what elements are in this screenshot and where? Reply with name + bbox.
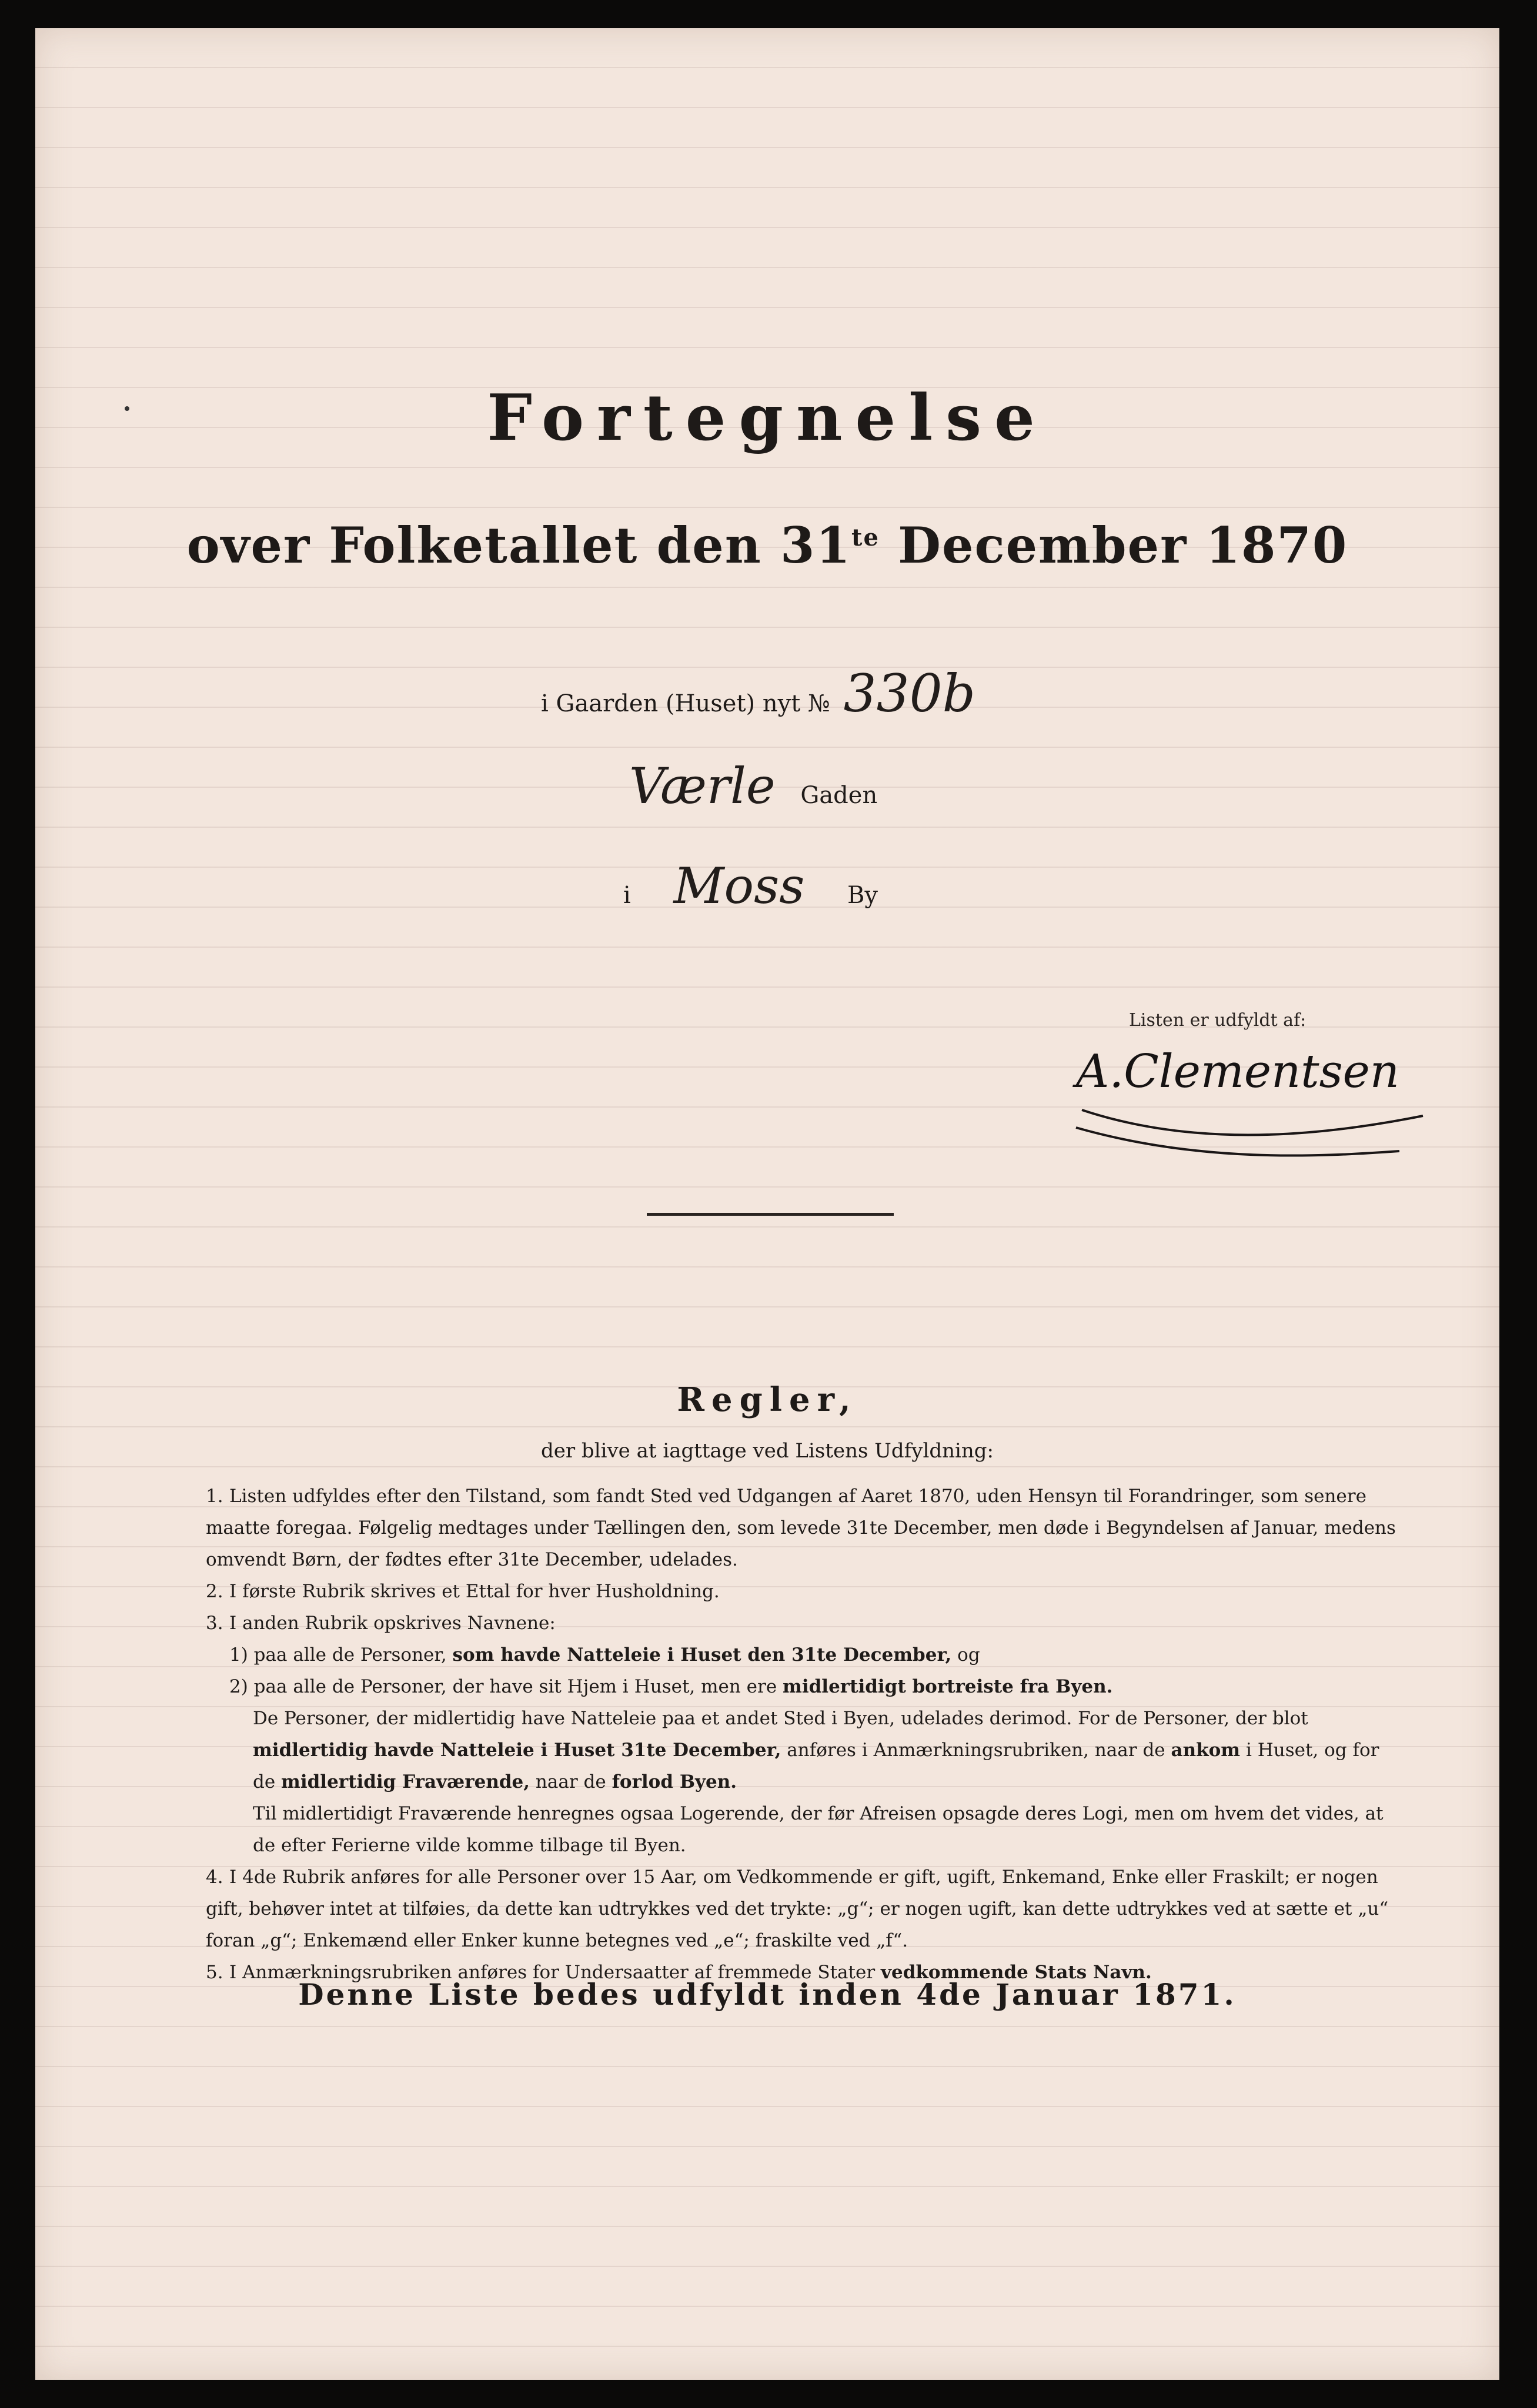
rule-text: I første Rubrik skrives et Ettal for hver Husholdning. [229,1581,720,1602]
rules-title: Regler, [677,1380,858,1419]
rule-text: anføres i Anmærkningsrubriken, naar de [781,1740,1171,1761]
street-name-handwritten: Værle [629,757,776,815]
form-title: Fortegnelse [487,381,1048,455]
rule-3-item-1 [206,1639,1405,1671]
rule-3-item-2 [206,1671,1405,1703]
rules-intro: der blive at iagttage ved Listens Udfyldning: [540,1439,994,1463]
rule-number: 4. [206,1867,223,1888]
rule-text: De Personer, der midlertidig have Natteleie paa et andet Sted i Byen, udelades derimod. For de Personer, der blot [253,1708,1308,1729]
rules-list [206,1480,1405,1988]
rule-3 [206,1607,1405,1639]
house-number-handwritten: 330b [843,663,975,724]
city-name-handwritten: Moss [673,857,805,915]
house-number-row [541,663,975,724]
house-label: i Gaarden (Huset) nyt [541,690,801,717]
rule-number: 2. [206,1581,223,1602]
rule-4 [206,1861,1405,1956]
filled-by-label: Listen er udfyldt af: [1129,1010,1307,1031]
city-row [623,857,878,915]
subtitle-ordinal: te [851,524,880,551]
subtitle-main: over Folketallet den 31 [186,516,851,574]
rule-number: 3. [206,1613,223,1634]
rule-text-bold: midlertidigt bortreiste fra Byen. [783,1676,1113,1697]
rule-text: I anden Rubrik opskrives Navnene: [229,1613,556,1634]
rule-text: 1) paa alle de Personer, [229,1644,453,1665]
rule-text: og [951,1644,980,1665]
city-suffix: By [847,882,878,909]
rule-text: Listen udfyldes efter den Tilstand, som fandt Sted ved Udgangen af Aaret 1870, uden Hensyn til Forandringer, som senere maatte foregaa. Følgelig medtages under Tællingen den, som levede 31te December, men døde i Begyndelsen af Januar, medens omvendt Børn, der fødtes efter 31te December, udelades. [206,1486,1396,1570]
rule-text: I Anmærkningsrubriken anføres for Undersaatter af fremmede Stater [229,1962,881,1983]
rule-text: i Huset, og for de [253,1740,1379,1792]
rule-text: Til midlertidigt Fraværende henregnes ogsaa Logerende, der før Afreisen opsagde deres Logi, men om hvem det vides, at de efter Ferierne vilde komme tilbage til Byen. [253,1803,1384,1856]
street-label: Gaden [800,782,878,809]
number-symbol: № [808,690,830,717]
city-prefix: i [623,882,631,909]
rule-number: 5. [206,1962,223,1983]
rule-text-bold: forlod Byen. [612,1771,737,1792]
signature: A.Clementsen [1076,1045,1400,1098]
rule-text: naar de [530,1771,612,1792]
rule-3-note-1 [206,1703,1405,1798]
street-row [629,757,877,815]
section-divider [647,1213,894,1216]
rule-text: I 4de Rubrik anføres for alle Personer over 15 Aar, om Vedkommende er gift, ugift, Enkemand, Enke eller Fraskilt; er nogen gift, behøver intet at tilføies, da dette kan udtrykkes ved det trykte: „g“; er nogen ugift, kan dette udtrykkes ved at sætte et „u“ foran „g“; Enkemænd eller Enker kunne betegnes ved „e“; fraskilte ved „f“. [206,1867,1389,1951]
rule-text: 2) paa alle de Personer, der have sit Hjem i Huset, men ere [229,1676,783,1697]
rule-text-bold: midlertidig havde Natteleie i Huset 31te December, [253,1740,781,1761]
signature-flourish-icon [1070,1075,1446,1157]
rule-text-bold: som havde Natteleie i Huset den 31te December, [452,1644,952,1665]
rule-text-bold: vedkommende Stats Navn. [881,1962,1152,1983]
rule-number: 1. [206,1486,223,1507]
form-subtitle [35,516,1499,574]
rule-text-bold: ankom [1171,1740,1241,1761]
rule-2 [206,1576,1405,1607]
subtitle-date: December 1870 [879,516,1348,574]
rule-text-bold: midlertidig Fraværende, [281,1771,530,1792]
closing-instruction: Denne Liste bedes udfyldt inden 4de Januar 1871. [298,1977,1237,2012]
rule-3-note-2 [206,1798,1405,1861]
rule-1 [206,1480,1405,1576]
census-form-sheet [35,28,1499,2380]
